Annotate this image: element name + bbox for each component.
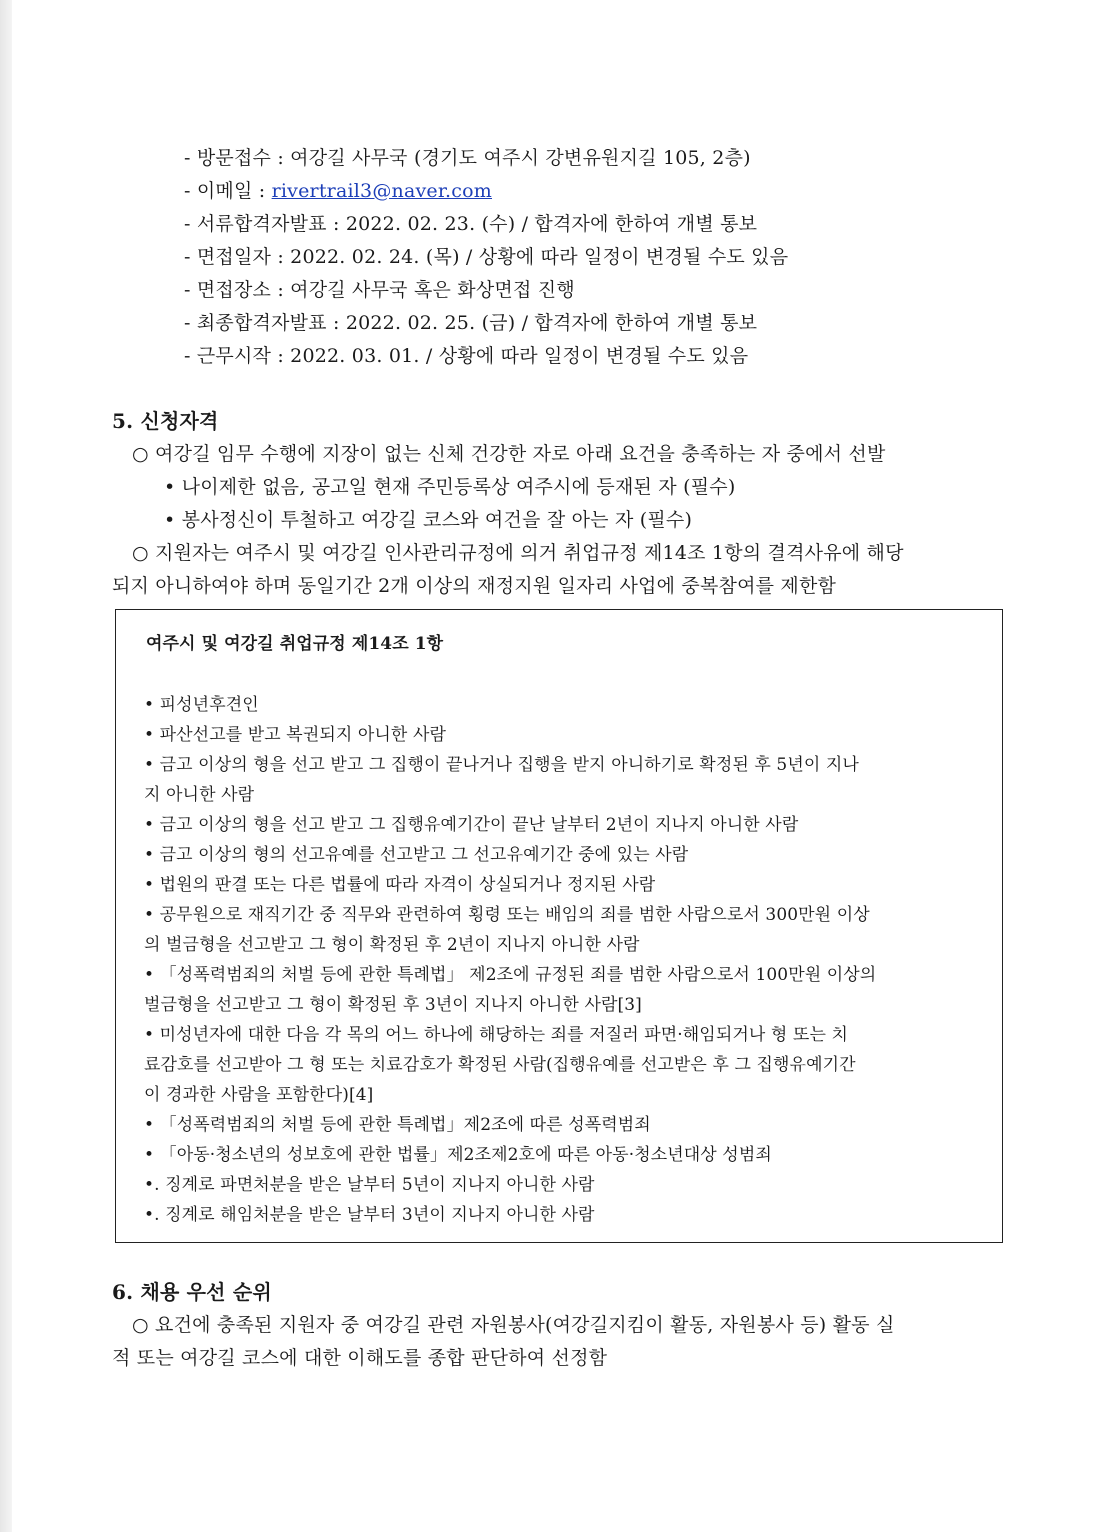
rules-item: • 「아동·청소년의 성보호에 관한 법률」제2조제2호에 따른 아동·청소년대상 성범죄 xyxy=(144,1145,772,1165)
section5-line: • 봉사정신이 투철하고 여강길 코스와 여건을 잘 아는 자 (필수) xyxy=(164,509,693,531)
rules-item: • 금고 이상의 형을 선고 받고 그 집행이 끝나거나 집행을 받지 아니하기로 확정된 후 5년이 지나 xyxy=(144,755,859,775)
schedule-item-email xyxy=(184,178,492,204)
rules-item: • 피성년후견인 xyxy=(144,695,259,715)
document-page xyxy=(12,0,1113,1532)
rules-box xyxy=(115,609,1003,1243)
schedule-item-final-result: - 최종합격자발표 : 2022. 02. 25. (금) / 합격자에 한하여 개별 통보 xyxy=(184,312,758,334)
rules-item: • 「성폭력범죄의 처벌 등에 관한 특례법」 제2조에 규정된 죄를 범한 사람으로서 100만원 이상의 xyxy=(144,965,877,985)
rules-item: • 공무원으로 재직기간 중 직무와 관련하여 횡령 또는 배임의 죄를 범한 사람으로서 300만원 이상 xyxy=(144,905,870,925)
page-edge-shadow xyxy=(0,0,12,1532)
rules-item: • 「성폭력범죄의 처벌 등에 관한 특례법」제2조에 따른 성폭력범죄 xyxy=(144,1115,651,1135)
rules-item: 지 아니한 사람 xyxy=(144,785,255,805)
section5-line: ○ 지원자는 여주시 및 여강길 인사관리규정에 의거 취업규정 제14조 1항의 결격사유에 해당 xyxy=(132,542,904,564)
email-label: - 이메일 : xyxy=(184,180,272,202)
section6-line: ○ 요건에 충족된 지원자 중 여강길 관련 자원봉사(여강길지킴이 활동, 자원봉사 등) 활동 실 xyxy=(132,1314,895,1336)
section5-line: • 나이제한 없음, 공고일 현재 주민등록상 여주시에 등재된 자 (필수) xyxy=(164,476,736,498)
schedule-item-start-date: - 근무시작 : 2022. 03. 01. / 상황에 따라 일정이 변경될 수도 있음 xyxy=(184,345,749,367)
rules-item: 료감호를 선고받아 그 형 또는 치료감호가 확정된 사람(집행유예를 선고받은 후 그 집행유예기간 xyxy=(144,1055,856,1075)
schedule-item-visit: - 방문접수 : 여강길 사무국 (경기도 여주시 강변유원지길 105, 2층) xyxy=(184,147,751,169)
rules-item: •. 징계로 해임처분을 받은 날부터 3년이 지나지 아니한 사람 xyxy=(144,1205,595,1225)
section5-line: ○ 여강길 임무 수행에 지장이 없는 신체 건강한 자로 아래 요건을 충족하는 자 중에서 선발 xyxy=(132,443,886,465)
email-link[interactable]: rivertrail3@naver.com xyxy=(271,180,492,202)
rules-item: • 금고 이상의 형의 선고유예를 선고받고 그 선고유예기간 중에 있는 사람 xyxy=(144,845,689,865)
schedule-item-document-result: - 서류합격자발표 : 2022. 02. 23. (수) / 합격자에 한하여 개별 통보 xyxy=(184,213,758,235)
rules-item: • 법원의 판결 또는 다른 법률에 따라 자격이 상실되거나 정지된 사람 xyxy=(144,875,656,895)
rules-item: • 금고 이상의 형을 선고 받고 그 집행유예기간이 끝난 날부터 2년이 지나지 아니한 사람 xyxy=(144,815,799,835)
rules-item: • 미성년자에 대한 다음 각 목의 어느 하나에 해당하는 죄를 저질러 파면·해임되거나 형 또는 치 xyxy=(144,1025,848,1045)
rules-item: 이 경과한 사람을 포함한다)[4] xyxy=(144,1085,374,1105)
schedule-item-interview-place: - 면접장소 : 여강길 사무국 혹은 화상면접 진행 xyxy=(184,279,575,301)
section6-line: 적 또는 여강길 코스에 대한 이해도를 종합 판단하여 선정함 xyxy=(112,1347,608,1369)
rules-box-title: 여주시 및 여강길 취업규정 제14조 1항 xyxy=(146,634,444,654)
rules-item: •. 징계로 파면처분을 받은 날부터 5년이 지나지 아니한 사람 xyxy=(144,1175,595,1195)
rules-item: 벌금형을 선고받고 그 형이 확정된 후 3년이 지나지 아니한 사람[3] xyxy=(144,995,642,1015)
rules-item: 의 벌금형을 선고받고 그 형이 확정된 후 2년이 지나지 아니한 사람 xyxy=(144,935,640,955)
rules-item: • 파산선고를 받고 복권되지 아니한 사람 xyxy=(144,725,446,745)
section6-heading: 6. 채용 우선 순위 xyxy=(112,1280,272,1304)
section5-line: 되지 아니하여야 하며 동일기간 2개 이상의 재정지원 일자리 사업에 중복참여를 제한함 xyxy=(112,575,837,597)
section5-heading: 5. 신청자격 xyxy=(112,409,219,433)
schedule-item-interview-date: - 면접일자 : 2022. 02. 24. (목) / 상황에 따라 일정이 변경될 수도 있음 xyxy=(184,246,789,268)
